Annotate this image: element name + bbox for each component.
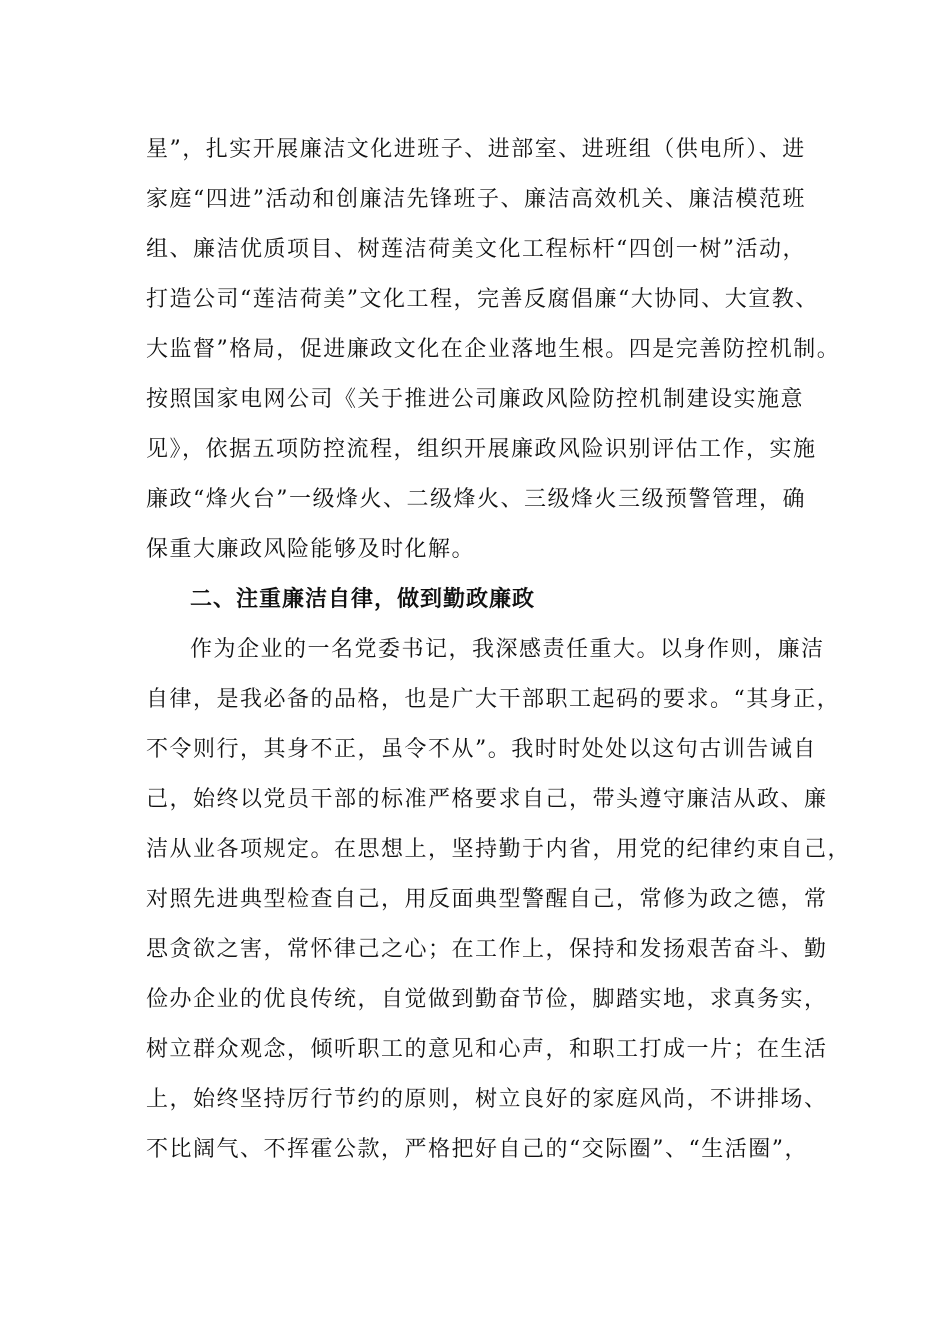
- text-line: 不比阔气、不挥霍公款，严格把好自己的“交际圈”、“生活圈”，: [146, 1137, 808, 1162]
- text-line: 不令则行，其身不正，虽令不从”。我时时处处以这句古训告诫自: [146, 737, 817, 762]
- text-line: 星”，扎实开展廉洁文化进班子、进部室、进班组（供电所）、进: [146, 137, 806, 162]
- text-line: 廉政“烽火台”一级烽火、二级烽火、三级烽火三级预警管理，确: [146, 487, 806, 512]
- text-line: 俭办企业的优良传统，自觉做到勤奋节俭，脚踏实地，求真务实，: [146, 987, 828, 1012]
- text-line: 思贪欲之害，常怀律己之心；在工作上，保持和发扬艰苦奋斗、勤: [146, 937, 828, 962]
- text-line: 自律，是我必备的品格，也是广大干部职工起码的要求。“其身正，: [146, 687, 841, 712]
- text-line: 洁从业各项规定。在思想上，坚持勤于内省，用党的纪律约束自己，: [146, 837, 852, 862]
- text-line: 按照国家电网公司《关于推进公司廉政风险防控机制建设实施意: [146, 387, 805, 412]
- text-line: 家庭“四进”活动和创廉洁先锋班子、廉洁高效机关、廉洁模范班: [146, 187, 806, 212]
- text-line: 己，始终以党员干部的标准严格要求自己，带头遵守廉洁从政、廉: [146, 787, 828, 812]
- text-line: 组、廉洁优质项目、树莲洁荷美文化工程标杆“四创一树”活动，: [146, 237, 806, 262]
- text-line: 作为企业的一名党委书记，我深感责任重大。以身作则，廉洁: [190, 637, 825, 662]
- text-line: 上，始终坚持厉行节约的原则，树立良好的家庭风尚，不讲排场、: [146, 1087, 828, 1112]
- text-line: 见》，依据五项防控流程，组织开展廉政风险识别评估工作，实施: [146, 437, 817, 462]
- text-line: 保重大廉政风险能够及时化解。: [146, 537, 476, 562]
- section-heading: 二、注重廉洁自律，做到勤政廉政: [190, 587, 536, 612]
- text-line: 大监督”格局，促进廉政文化在企业落地生根。四是完善防控机制。: [146, 337, 841, 362]
- text-line: 对照先进典型检查自己，用反面典型警醒自己，常修为政之德，常: [146, 887, 828, 912]
- text-line: 树立群众观念，倾听职工的意见和心声，和职工打成一片；在生活: [146, 1037, 828, 1062]
- text-line: 打造公司“莲洁荷美”文化工程，完善反腐倡廉“大协同、大宣教、: [146, 287, 819, 312]
